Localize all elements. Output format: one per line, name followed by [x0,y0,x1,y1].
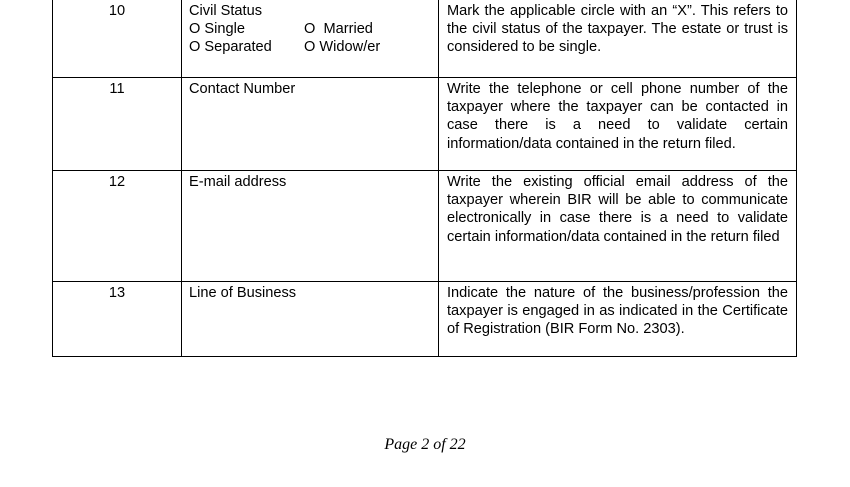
field-name-cell [182,0,439,78]
civil-status-options-line [189,20,438,38]
description-cell: Write the existing official email address of the taxpayer wherein BIR will be able to communicate electronically in case there is a need to validate certain information/data contained in the return filed [439,171,797,282]
page-number: Page 2 of 22 [384,436,466,453]
row-number: 12 [53,171,182,282]
field-name: Contact Number [182,78,439,171]
instructions-table [52,0,797,357]
field-name: Civil Status [189,3,262,19]
option-single: O Single [189,21,245,38]
description-cell: Write the telephone or cell phone number of the taxpayer where the taxpayer can be contacted in case there is a need to validate certain information/data contained in the return filed. [439,78,797,171]
description-cell: Indicate the nature of the business/profession the taxpayer is engaged in as indicated in the Certificate of Registration (BIR Form No. 2303). [439,282,797,357]
table-row [53,282,797,357]
table-row [53,171,797,282]
civil-status-options-line [189,38,438,56]
row-number: 11 [53,78,182,171]
description-cell: Mark the applicable circle with an “X”. This refers to the civil status of the taxpayer. The estate or trust is considered to be single. [439,0,797,78]
field-name: E-mail address [182,171,439,282]
row-number: 13 [53,282,182,357]
option-separated: O Separated [189,39,272,56]
option-married: O Married [304,21,373,38]
option-widower: O Widow/er [304,39,381,56]
table-row [53,78,797,171]
row-number: 10 [53,0,182,78]
table-row [53,0,797,78]
field-name: Line of Business [182,282,439,357]
